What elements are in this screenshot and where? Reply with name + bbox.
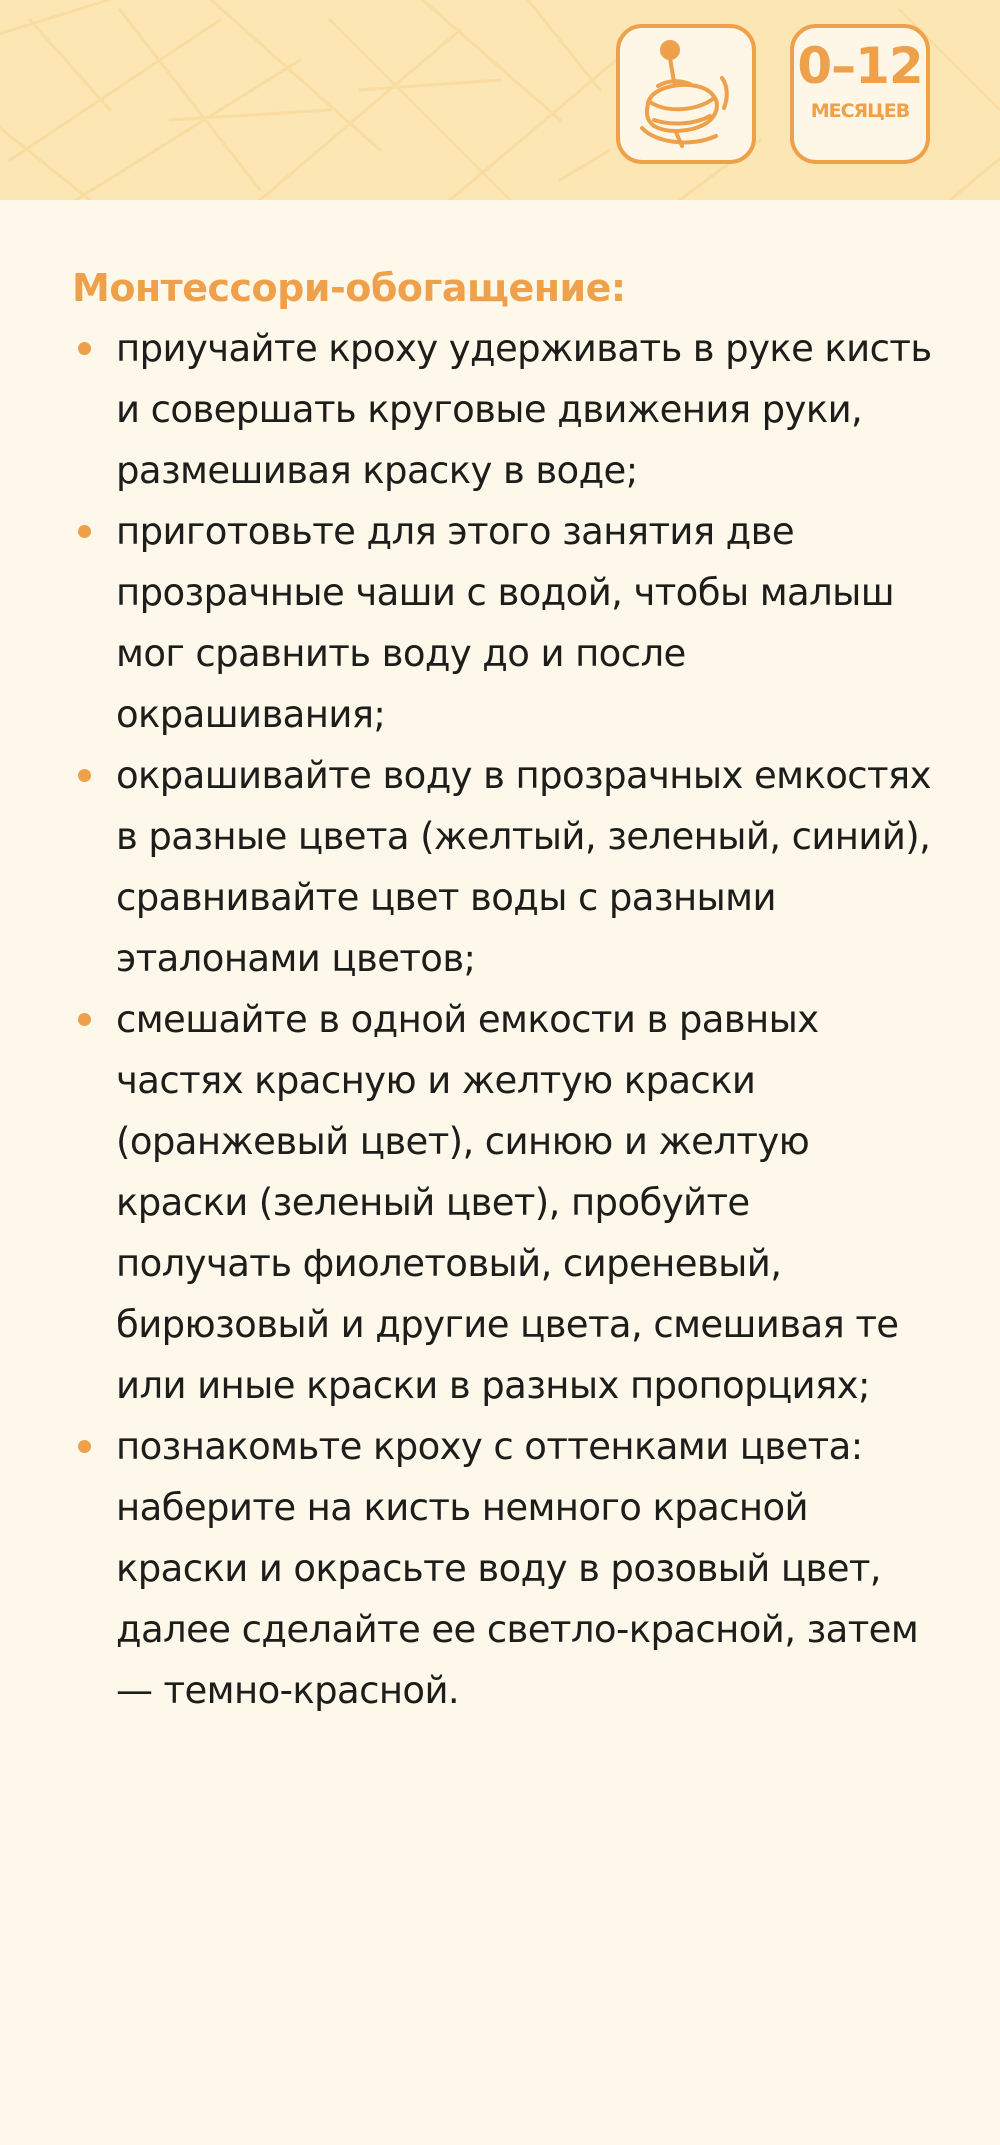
bullet-icon <box>78 1013 91 1026</box>
list-item <box>72 501 932 745</box>
spinning-top-icon <box>620 28 752 160</box>
list-item <box>72 989 932 1416</box>
age-unit: МЕСЯЦЕВ <box>810 100 910 122</box>
list-item <box>72 318 932 501</box>
list-item <box>72 745 932 989</box>
list-item-text: приготовьте для этого занятия две прозрачные чаши с водой, чтобы малыш мог сравнить воду до и после окрашивания; <box>116 510 895 736</box>
age-range: 0–12 <box>797 37 923 95</box>
age-badge <box>790 24 930 164</box>
toy-badge <box>616 24 756 164</box>
header-band <box>0 0 1000 200</box>
activity-list <box>72 318 932 1721</box>
bullet-icon <box>78 1440 91 1453</box>
bullet-icon <box>78 342 91 355</box>
bullet-icon <box>78 525 91 538</box>
bullet-icon <box>78 769 91 782</box>
list-item-text: приучайте кроху удерживать в руке кисть и совершать круговые движения руки, размешивая краску в воде; <box>116 327 932 492</box>
list-item-text: смешайте в одной емкости в равных частях красную и желтую краски (оранжевый цвет), синюю и желтую краски (зеленый цвет), пробуйте получать фиолетовый, сиреневый, бирюзовый и другие цвета, смешивая те или иные краски в разных пропорциях; <box>116 998 899 1407</box>
list-item-text: окрашивайте воду в прозрачных емкостях в разные цвета (желтый, зеленый, синий), сравнивайте цвет воды с разными эталонами цветов; <box>116 754 931 980</box>
main-content <box>72 260 932 1721</box>
list-item <box>72 1416 932 1721</box>
section-heading: Монтессори-обогащение: <box>72 266 626 310</box>
list-item-text: познакомьте кроху с оттенками цвета: наберите на кисть немного красной краски и окрасьте воду в розовый цвет, далее сделайте ее светло-красной, затем — темно-красной. <box>116 1425 919 1712</box>
